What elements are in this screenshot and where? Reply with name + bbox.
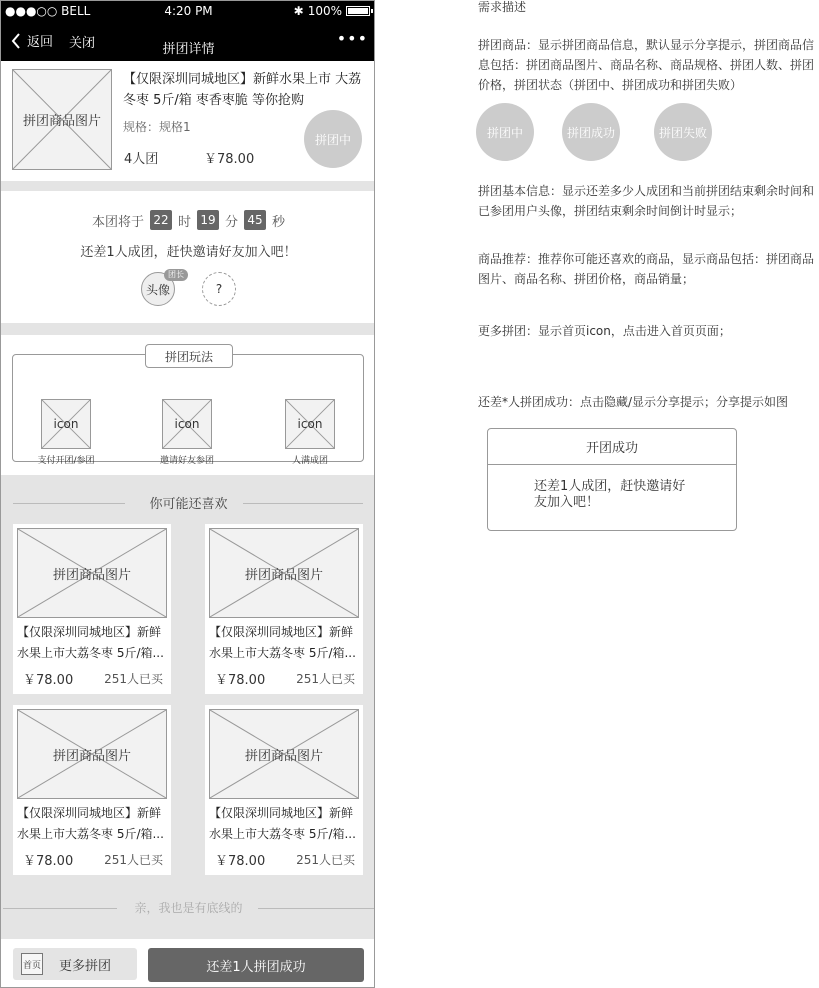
nav-bar	[1, 21, 375, 61]
phone-frame	[0, 0, 375, 988]
pay-icon-label: icon	[53, 417, 79, 431]
recommend-card[interactable]	[205, 705, 363, 875]
recommend-name-line1: 【仅限深圳同城地区】新鲜	[209, 625, 354, 639]
recommend-sold: 251人已买	[104, 672, 163, 686]
dialog-title: 开团成功	[488, 429, 736, 465]
status-bar	[1, 1, 375, 21]
empty-member-slot[interactable]: ?	[202, 272, 236, 306]
recommend-heading: 你可能还喜欢	[149, 497, 228, 512]
status-sample-ongoing: 拼团中	[476, 103, 534, 161]
page-title: 拼团详情	[162, 42, 215, 57]
rules-title[interactable]: 拼团玩法	[145, 344, 233, 368]
countdown-prefix: 本团将于	[91, 214, 144, 230]
leader-avatar: 头像	[141, 272, 175, 306]
bottom-bar	[1, 939, 375, 988]
rules-box	[12, 354, 364, 466]
leader-badge: 团长	[164, 269, 188, 281]
recommend-name-line1: 【仅限深圳同城地区】新鲜	[17, 625, 162, 639]
invite-message: 还差1人成团，赶快邀请好友加入吧！	[80, 245, 297, 260]
recommend-name-line2: 水果上市大荔冬枣 5斤/箱...	[209, 646, 356, 660]
product-title: 【仅限深圳同城地区】新鲜水果上市 大荔冬枣 5斤/箱 枣香枣脆 等你抢购	[123, 72, 362, 108]
battery-area	[294, 4, 370, 18]
note-recommend: 商品推荐：推荐你可能还喜欢的商品，显示商品包括：拼团商品图片、商品名称、拼团价格，商品销量；	[478, 252, 815, 286]
note-more-groups: 更多拼团：显示首页icon，点击进入首页页面；	[478, 324, 731, 338]
rule-step-full	[260, 399, 360, 466]
divider-line	[243, 503, 363, 504]
recommend-name	[209, 803, 361, 845]
more-groups-label: 更多拼团	[59, 958, 112, 974]
recommend-name-line2: 水果上市大荔冬枣 5斤/箱...	[209, 827, 356, 841]
notes-title: 需求描述	[478, 0, 527, 14]
recommend-image	[17, 709, 167, 799]
recommend-card[interactable]	[13, 524, 171, 694]
divider-line	[258, 908, 374, 909]
recommend-price: ￥78.00	[215, 854, 266, 869]
more-icon[interactable]: •••	[336, 29, 368, 48]
recommend-sold: 251人已买	[104, 853, 163, 867]
recommend-sold: 251人已买	[296, 672, 355, 686]
recommend-price: ￥78.00	[23, 673, 74, 688]
back-label: 返回	[27, 35, 54, 50]
recommend-image	[209, 528, 359, 618]
countdown-minutes: 19	[197, 210, 219, 230]
group-rules-section	[1, 335, 375, 475]
recommend-image-label: 拼团商品图片	[52, 567, 131, 583]
product-image-label: 拼团商品图片	[22, 114, 101, 129]
recommend-image-label: 拼团商品图片	[244, 567, 323, 583]
group-countdown-section	[1, 191, 375, 323]
minutes-unit: 分	[225, 214, 239, 230]
product-card[interactable]	[1, 61, 375, 181]
note-share-toggle: 还差*人拼团成功：点击隐藏/显示分享提示；分享提示如图	[478, 395, 789, 409]
group-size: 4人团	[124, 152, 159, 167]
recommend-image-label: 拼团商品图片	[52, 748, 131, 764]
recommend-name-line2: 水果上市大荔冬枣 5斤/箱...	[17, 646, 164, 660]
recommend-name	[209, 622, 361, 664]
close-button[interactable]: 关闭	[69, 36, 96, 51]
seconds-unit: 秒	[272, 214, 286, 230]
note-product: 拼团商品：显示拼团商品信息，默认显示分享提示，拼团商品信息包括：拼团商品图片、商品名称、商品规格、拼团人数、拼团价格，拼团状态（拼团中、拼团成功和拼团失败）	[478, 38, 815, 92]
hours-unit: 时	[177, 214, 191, 230]
status-sample-success: 拼团成功	[562, 103, 620, 161]
home-icon: 首页	[21, 953, 43, 975]
status-sample-failed: 拼团失败	[654, 103, 712, 161]
recommend-price: ￥78.00	[23, 854, 74, 869]
more-groups-button[interactable]	[13, 948, 137, 980]
share-tip-dialog	[487, 428, 737, 531]
bluetooth-icon: ✱	[293, 4, 304, 18]
group-status-badge: 拼团中	[304, 110, 362, 168]
recommend-price: ￥78.00	[215, 673, 266, 688]
recommend-name	[17, 803, 169, 845]
rule-step-invite	[137, 399, 237, 466]
dialog-body: 还差1人成团，赶快邀请好友加入吧！	[534, 479, 686, 510]
countdown-timer	[1, 210, 375, 230]
carrier-label: ●●●○○ BELL	[5, 4, 91, 18]
rule-label-pay: 支付开团/参团	[37, 456, 95, 466]
recommend-image	[17, 528, 167, 618]
rule-label-invite: 邀请好友参团	[159, 456, 214, 466]
battery-percent: 100%	[307, 4, 342, 18]
product-price: ￥78.00	[204, 152, 255, 167]
recommend-sold: 251人已买	[296, 853, 355, 867]
recommend-card[interactable]	[13, 705, 171, 875]
recommend-card[interactable]	[205, 524, 363, 694]
invite-icon	[162, 399, 212, 449]
rule-step-pay	[16, 399, 116, 466]
battery-icon	[346, 6, 370, 16]
recommend-name-line2: 水果上市大荔冬枣 5斤/箱...	[17, 827, 164, 841]
clock: 4:20 PM	[164, 4, 213, 18]
product-spec: 规格：规格1	[123, 120, 191, 134]
invite-icon-label: icon	[174, 417, 200, 431]
recommend-name-line1: 【仅限深圳同城地区】新鲜	[17, 806, 162, 820]
pay-icon	[41, 399, 91, 449]
recommend-name	[17, 622, 169, 664]
end-of-list-tip: 亲，我也是有底线的	[134, 901, 243, 915]
product-image	[12, 69, 112, 170]
recommend-name-line1: 【仅限深圳同城地区】新鲜	[209, 806, 354, 820]
recommend-image-label: 拼团商品图片	[244, 748, 323, 764]
share-toggle-button[interactable]: 还差1人拼团成功	[148, 948, 364, 982]
recommend-image	[209, 709, 359, 799]
countdown-seconds: 45	[244, 210, 266, 230]
rule-label-full: 人满成团	[291, 456, 328, 466]
group-full-icon-label: icon	[297, 417, 323, 431]
countdown-hours: 22	[150, 210, 172, 230]
note-group-info: 拼团基本信息：显示还差多少人成团和当前拼团结束剩余时间和已参团用户头像，拼团结束剩余时间倒计时显示；	[478, 184, 815, 218]
group-full-icon	[285, 399, 335, 449]
